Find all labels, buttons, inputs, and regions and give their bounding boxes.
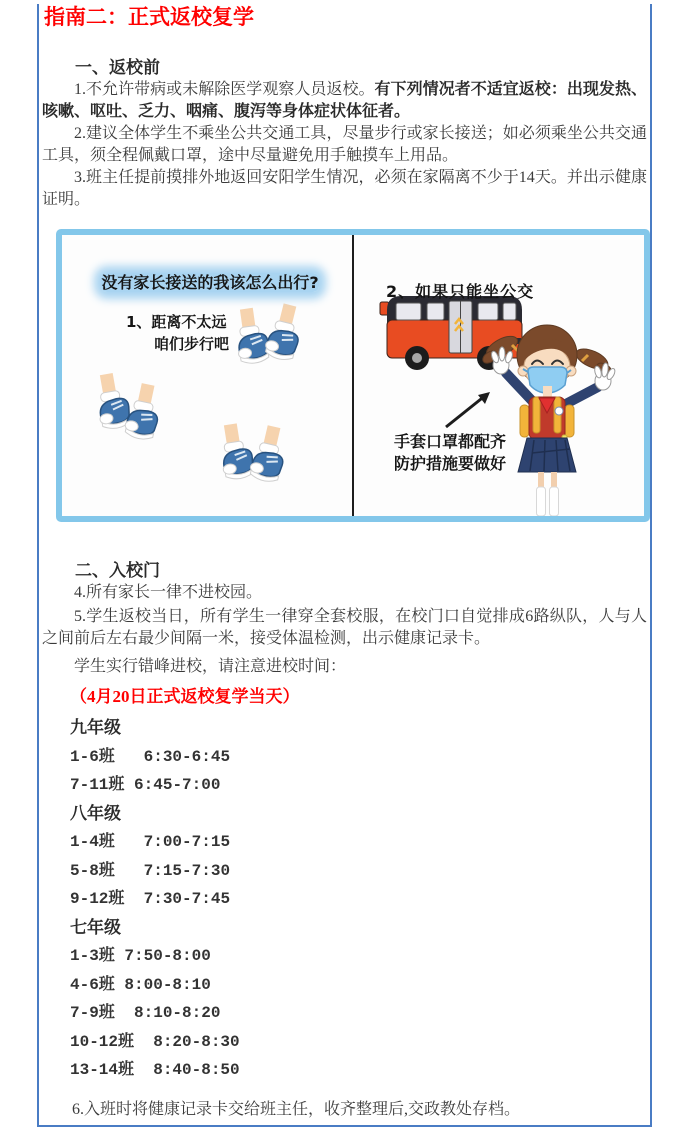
panel-divider — [352, 235, 354, 516]
paragraph-item6: 6.入班时将健康记录卡交给班主任，收齐整理后,交政教处存档。 — [72, 1100, 521, 1118]
date-note: （4月20日正式返校复学当天） — [70, 687, 300, 706]
return-to-school-illustration — [56, 229, 650, 522]
left-caption-line2: 咱们步行吧 — [154, 335, 230, 353]
item1-normal-text: 1.不允许带病或未解除医学观察人员返校。 — [74, 81, 375, 98]
paragraph-item5: 5.学生返校当日，所有学生一律穿全套校服，在校门口自觉排成6路纵队，人与人之间前后左右最少间隔一米，接受体温检测，出示健康记录卡。 — [42, 608, 647, 647]
entry-time-schedule — [42, 714, 647, 1085]
item1-bold-text: 有下列情况者不适宜返校：出现发热、咳嗽、呕吐、乏力、咽痛、腹泻等身体症状体征者。 — [42, 81, 647, 120]
schedule-note: 学生实行错峰进校，请注意进校时间： — [74, 658, 347, 675]
right-caption: 手套口罩都配齐 防护措施要做好 — [394, 432, 507, 473]
arrow-icon — [446, 392, 490, 427]
page-title: 指南二：正式返校复学 — [44, 5, 254, 29]
paragraph-item1 — [42, 79, 647, 123]
grade-7-heading: 七年级 — [70, 917, 121, 937]
schedule-row: 13-14班 8:40-8:50 — [70, 1061, 240, 1079]
schedule-row: 1-6班 6:30-6:45 — [70, 747, 231, 766]
right-panel-title: 2、如果只能坐公交 — [386, 282, 535, 301]
schedule-row: 5-8班 7:15-7:30 — [70, 861, 231, 880]
schedule-row: 7-9班 8:10-8:20 — [70, 1004, 221, 1022]
schedule-row: 7-11班 6:45-7:00 — [70, 776, 221, 794]
left-panel-title: 没有家长接送的我该怎么出行? — [101, 273, 319, 292]
schedule-row: 4-6班 8:00-8:10 — [70, 975, 211, 994]
section1-heading: 一、返校前 — [75, 58, 160, 77]
paragraph-item3: 3.班主任提前摸排外地返回安阳学生情况，必须在家隔离不少于14天。并出示健康证明。 — [42, 169, 647, 208]
grade-8-heading: 八年级 — [70, 803, 121, 823]
document-page — [37, 4, 652, 1127]
schedule-row: 1-4班 7:00-7:15 — [70, 833, 231, 851]
paragraph-item4: 4.所有家长一律不进校园。 — [74, 584, 263, 601]
masked-girl-illustration — [481, 325, 617, 516]
schedule-row: 10-12班 8:20-8:30 — [70, 1032, 240, 1051]
left-caption-line1: 1、距离不太远 — [126, 313, 227, 331]
section2-heading: 二、入校门 — [75, 561, 160, 580]
paragraph-item2: 2.建议全体学生不乘坐公共交通工具，尽量步行或家长接送；如必须乘坐公共交通工具，须全程佩戴口罩，途中尽量避免用手触摸车上用品。 — [42, 125, 647, 164]
grade-9-heading: 九年级 — [70, 718, 121, 737]
schedule-row: 1-3班 7:50-8:00 — [70, 947, 211, 965]
schedule-row: 9-12班 7:30-7:45 — [70, 890, 231, 908]
